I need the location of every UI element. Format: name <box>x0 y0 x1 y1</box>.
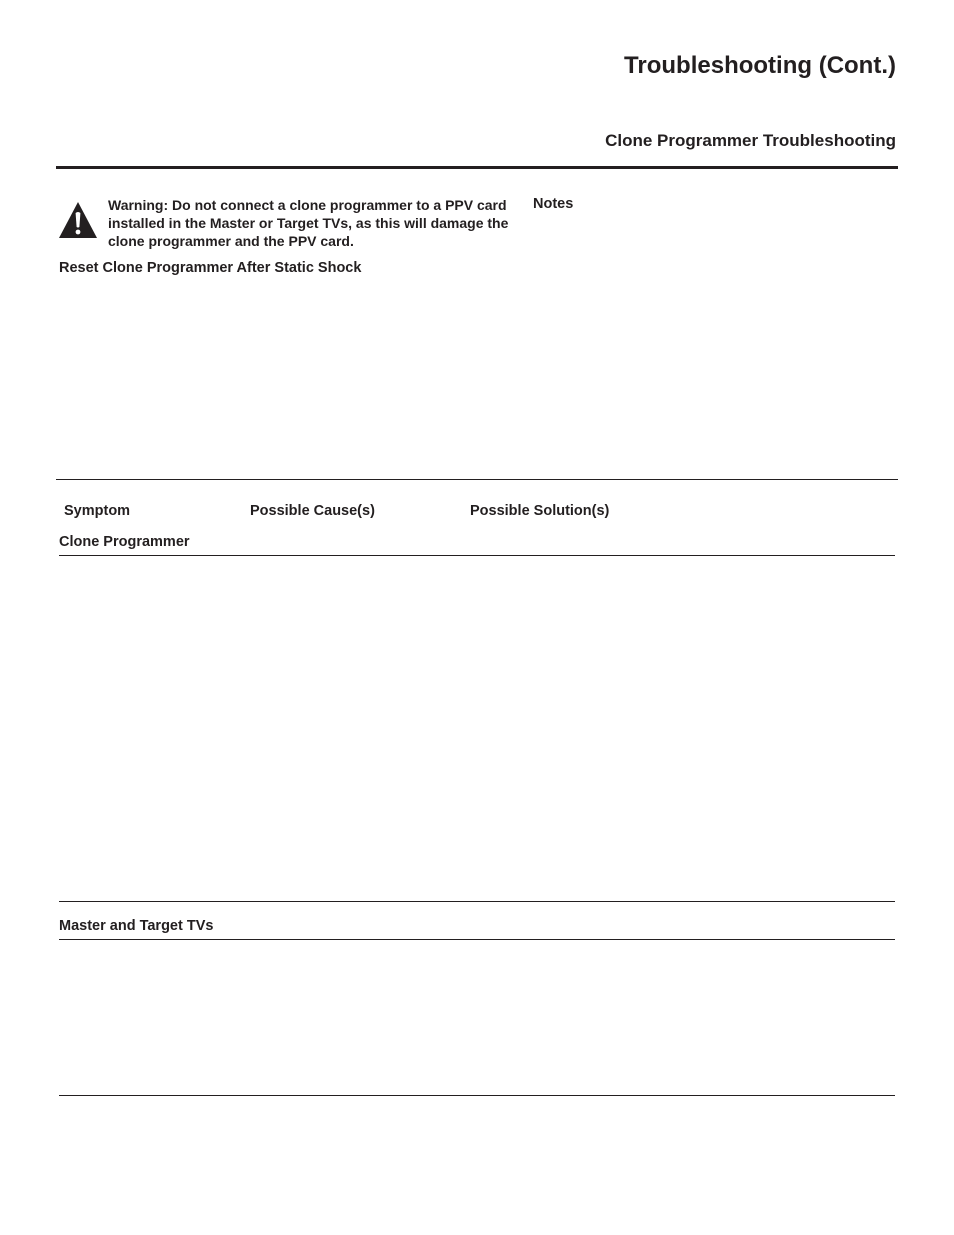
section-divider <box>56 479 898 480</box>
page-title: Troubleshooting (Cont.) <box>624 52 896 79</box>
table-row-divider <box>59 939 895 940</box>
column-header-cause: Possible Cause(s) <box>250 503 375 519</box>
group-heading-master-target: Master and Target TVs <box>59 918 214 934</box>
warning-text: Warning: Do not connect a clone programmer to a PPV card installed in the Master or Target TVs, as this will damage the clone programmer and the PPV card. <box>108 197 509 249</box>
table-row-divider <box>59 555 895 556</box>
section-title: Clone Programmer Troubleshooting <box>605 131 896 150</box>
column-header-solution: Possible Solution(s) <box>470 503 610 519</box>
header-divider <box>56 166 898 169</box>
table-row-divider <box>59 901 895 902</box>
group-heading-clone-programmer: Clone Programmer <box>59 534 190 550</box>
table-bottom-divider <box>59 1095 895 1096</box>
column-header-symptom: Symptom <box>64 503 131 519</box>
warning-triangle-icon <box>57 200 99 240</box>
notes-heading: Notes <box>533 196 574 212</box>
reset-heading: Reset Clone Programmer After Static Shock <box>59 260 362 276</box>
